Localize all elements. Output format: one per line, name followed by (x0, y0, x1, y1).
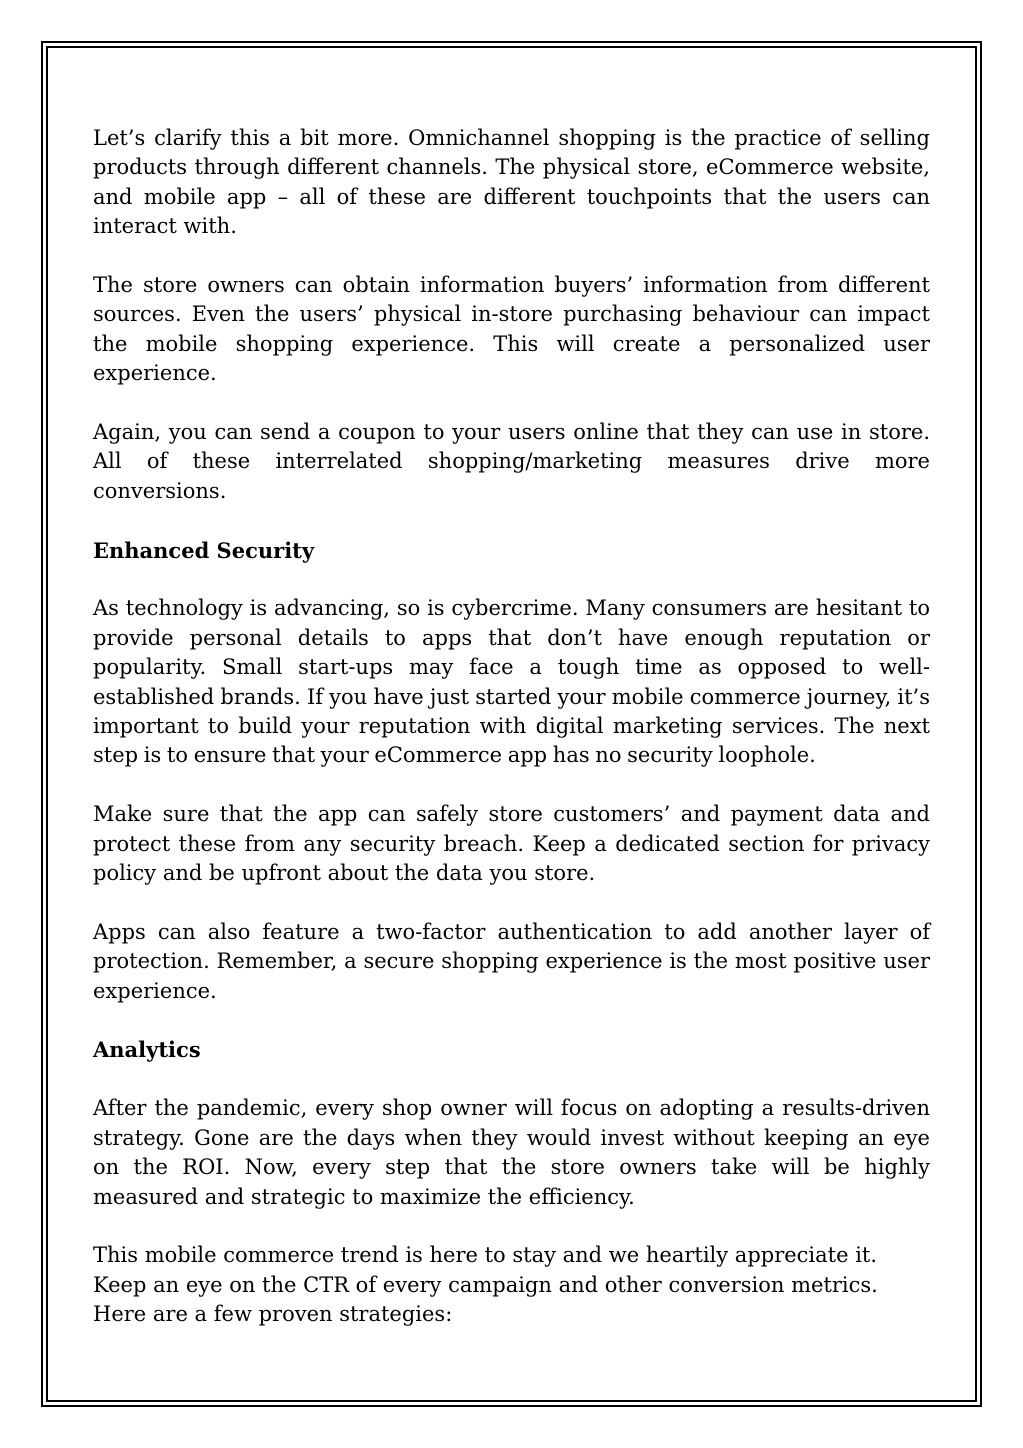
paragraph-coupon: Again, you can send a coupon to your users online that they can use in store. All of these interrelated shopping/marketing measures drive more conversions. (93, 420, 930, 503)
paragraph-safe-storage: Make sure that the app can safely store customers’ and payment data and protect these from any security breach. Keep a dedicated section for privacy policy and be upfront about the data you store. (93, 802, 930, 886)
paragraph-omnichannel: Let’s clarify this a bit more. Omnichannel shopping is the practice of selling products through different channels. The physical store, eCommerce website, and mobile app – all of these are different touchpoints that the users can interact with. (93, 126, 930, 239)
heading-analytics: Analytics (93, 1037, 201, 1063)
document-body (93, 124, 930, 1330)
paragraph-store-owners: The store owners can obtain information buyers’ information from different sources. Even the users’ physical in-store purchasing behaviour can impact the mobile shopping experience. This will create a personalized user experience. (93, 273, 930, 386)
paragraph-pandemic: After the pandemic, every shop owner will focus on adopting a results-driven strategy. Gone are the days when they would invest without keeping an eye on the ROI. Now, every step that the store owners take will be highly measured and strategic to maximize the efficiency. (93, 1096, 930, 1209)
paragraph-cybercrime: As technology is advancing, so is cybercrime. Many consumers are hesitant to provide personal details to apps that don’t have enough reputation or popularity. Small start-ups may face a tough time as opposed to well-established brands. If you have just started your mobile commerce journey, it’s important to build your reputation with digital marketing services. The next step is to ensure that your eCommerce app has no security loophole. (93, 596, 930, 768)
heading-enhanced-security: Enhanced Security (93, 537, 315, 563)
paragraph-ctr: This mobile commerce trend is here to stay and we heartily appreciate it. Keep an eye on the CTR of every campaign and other conversion metrics. Here are a few proven strategies: (93, 1243, 878, 1327)
paragraph-two-factor: Apps can also feature a two-factor authentication to add another layer of protection. Remember, a secure shopping experience is the most positive user experience. (93, 919, 930, 1003)
